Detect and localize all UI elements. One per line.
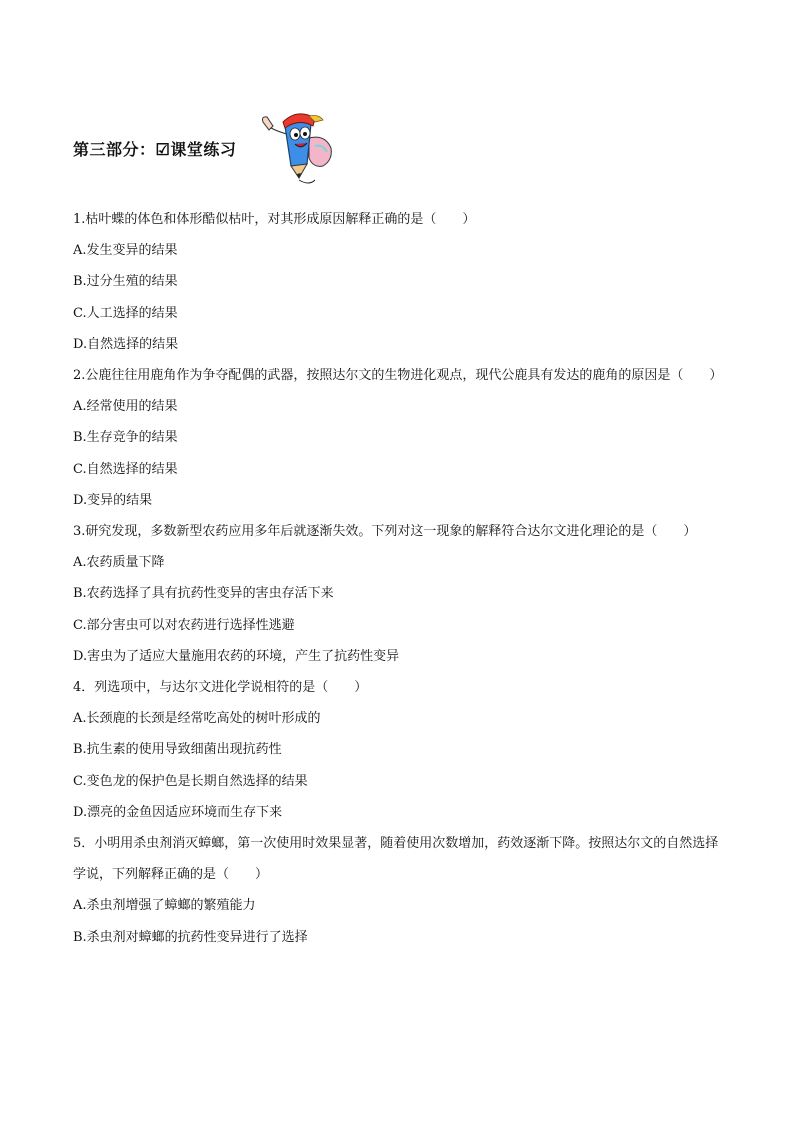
option-a: A.长颈鹿的长颈是经常吃高处的树叶形成的: [73, 711, 321, 727]
pencil-mascot-icon: [259, 108, 341, 188]
option-d: D.害虫为了适应大量施用农药的环境，产生了抗药性变异: [73, 648, 400, 664]
question: [73, 672, 723, 828]
option-b: B.过分生殖的结果: [73, 274, 178, 290]
question-stem: 3.研究发现，多数新型农药应用多年后就逐渐失效。下列对这一现象的解释符合达尔文进化理论的是（ ）: [73, 524, 697, 540]
question: [73, 360, 723, 516]
section-header: [73, 108, 373, 188]
question: [73, 204, 723, 360]
option-a: A.杀虫剂增强了蟑螂的繁殖能力: [73, 898, 256, 914]
question-stem: 2.公鹿往往用鹿角作为争夺配偶的武器，按照达尔文的生物进化观点，现代公鹿具有发达的鹿角的原因是（ ）: [73, 368, 723, 384]
option-d: D.漂亮的金鱼因适应环境而生存下来: [73, 804, 283, 820]
exercise-list: [73, 204, 723, 953]
option-b: B.杀虫剂对蟑螂的抗药性变异进行了选择: [73, 929, 308, 945]
section-title: 第三部分：☑课堂练习: [73, 140, 237, 159]
option-d: D.变异的结果: [73, 492, 153, 508]
option-a: A.农药质量下降: [73, 555, 165, 571]
question-stem: 4．列选项中，与达尔文进化学说相符的是（ ）: [73, 680, 368, 696]
question-stem: 5．小明用杀虫剂消灭蟑螂，第一次使用时效果显著，随着使用次数增加，药效逐渐下降。按照达尔文的自然选择学说，下列解释正确的是（ ）: [73, 836, 719, 883]
option-b: B.农药选择了具有抗药性变异的害虫存活下来: [73, 586, 334, 602]
option-b: B.抗生素的使用导致细菌出现抗药性: [73, 742, 282, 758]
question: [73, 516, 723, 672]
option-b: B.生存竞争的结果: [73, 430, 178, 446]
option-c: C.变色龙的保护色是长期自然选择的结果: [73, 773, 308, 789]
question: [73, 828, 723, 953]
option-d: D.自然选择的结果: [73, 336, 179, 352]
option-a: A.发生变异的结果: [73, 243, 178, 259]
question-stem: 1.枯叶蝶的体色和体形酷似枯叶，对其形成原因解释正确的是（ ）: [73, 212, 476, 227]
option-c: C.人工选择的结果: [73, 305, 178, 321]
option-c: C.自然选择的结果: [73, 461, 178, 477]
option-a: A.经常使用的结果: [73, 399, 178, 415]
option-c: C.部分害虫可以对农药进行选择性逃避: [73, 617, 295, 633]
